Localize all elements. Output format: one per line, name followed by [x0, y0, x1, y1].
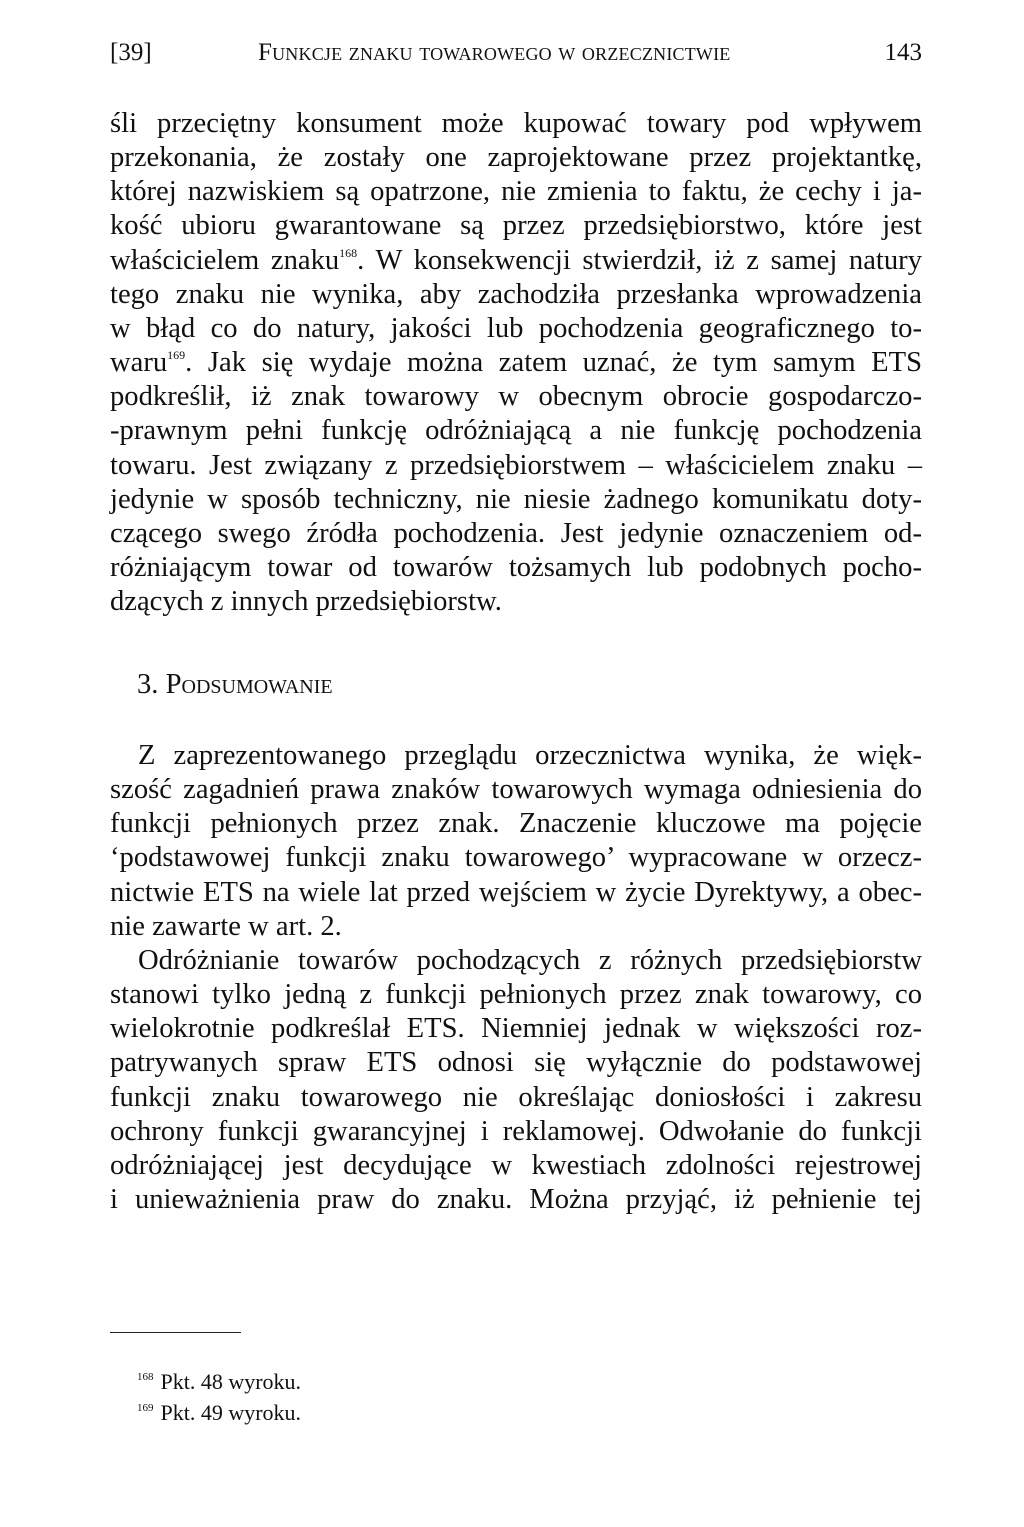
text-line: jedynie w sposób techniczny, nie niesie żadnego komunikatu doty- [110, 483, 922, 515]
footnote-ref-169: 169 [167, 348, 186, 363]
text-line: nictwie ETS na wiele lat przed wejściem w życie Dyrektywy, a obec- [110, 876, 922, 908]
running-head [110, 33, 922, 73]
running-title: Funkcje znaku towarowego w orzecznictwie [258, 39, 731, 66]
text-line: -prawnym pełni funkcję odróżniającą a nie funkcję pochodzenia [110, 415, 922, 447]
text-line: której nazwiskiem są opatrzone, nie zmienia to faktu, że cechy i ja- [110, 176, 922, 208]
text-line: dzących z innych przedsiębiorstw. [110, 586, 502, 618]
text-line [110, 244, 922, 278]
text-line: podkreślił, iż znak towarowy w obecnym obrocie gospodarczo- [110, 381, 922, 413]
section-number: [39] [110, 39, 152, 66]
text-line: towaru. Jest związany z przedsiębiorstwem – właścicielem znaku – [110, 449, 922, 481]
footnote-separator [110, 1332, 241, 1333]
text-line: w błąd co do natury, jakości lub pochodzenia geograficznego to- [110, 312, 922, 344]
text-line: i unieważnienia praw do znaku. Można przyjąć, iż pełnienie tej [110, 1184, 922, 1216]
footnote-168 [137, 1366, 301, 1397]
text-line: kość ubioru gwarantowane są przez przedsiębiorstwo, które jest [110, 210, 922, 242]
text-line: śli przeciętny konsument może kupować towary pod wpływem [110, 108, 922, 139]
text-line: przekonania, że zostały one zaprojektowane przez projektantkę, [110, 142, 922, 174]
text-line: szość zagadnień prawa znaków towarowych wymaga odniesienia do [110, 774, 922, 806]
text-line: różniającym towar od towarów tożsamych lub podobnych pocho- [110, 552, 922, 584]
section-heading: 3. Podsumowanie [137, 669, 333, 700]
text-line: funkcji znaku towarowego nie określając doniosłości i zakresu [110, 1081, 922, 1113]
footnote-text: Pkt. 49 wyroku. [160, 1400, 302, 1425]
paragraph-1 [110, 107, 922, 619]
text-line [110, 346, 922, 380]
text-line: nie zawarte w art. 2. [110, 910, 342, 942]
text-line: odróżniającej jest decydujące w kwestiach zdolności rejestrowej [110, 1149, 922, 1181]
footnote-number: 168 [137, 1371, 154, 1383]
footnote-ref-168: 168 [339, 245, 358, 260]
paragraph-2-3 [110, 739, 922, 1217]
text-line: Z zaprezentowanego przeglądu orzecznictwa wynika, że więk- [138, 740, 922, 771]
page-number: 143 [884, 39, 922, 66]
text-line: funkcji pełnionych przez znak. Znaczenie kluczowe ma pojęcie [110, 808, 922, 840]
text-segment: waru [110, 347, 168, 379]
footnote-text: Pkt. 48 wyroku. [160, 1369, 302, 1394]
text-line: ‘podstawowej funkcji znaku towarowego’ wypracowane w orzecz- [110, 842, 922, 874]
text-segment: . Jak się wydaje można zatem uznać, że tym samym ETS [185, 347, 922, 379]
text-line: wielokrotnie podkreślał ETS. Niemniej jednak w większości roz- [110, 1013, 922, 1045]
text-line: tego znaku nie wynika, aby zachodziła przesłanka wprowadzenia [110, 278, 922, 310]
footnote-169 [137, 1397, 301, 1428]
text-segment: właścicielem znaku [110, 244, 340, 276]
text-line: stanowi tylko jedną z funkcji pełnionych przez znak towarowy, co [110, 979, 922, 1011]
text-line: czącego swego źródła pochodzenia. Jest jedynie oznaczeniem od- [110, 517, 922, 549]
text-segment: . W konsekwencji stwierdził, iż z samej natury [357, 244, 922, 276]
text-line: Odróżnianie towarów pochodzących z różnych przedsiębiorstw [138, 944, 922, 976]
footnotes [137, 1366, 301, 1428]
text-line: patrywanych spraw ETS odnosi się wyłącznie do podstawowej [110, 1047, 922, 1079]
footnote-number: 169 [137, 1402, 154, 1414]
text-line: ochrony funkcji gwarancyjnej i reklamowej. Odwołanie do funkcji [110, 1115, 922, 1147]
